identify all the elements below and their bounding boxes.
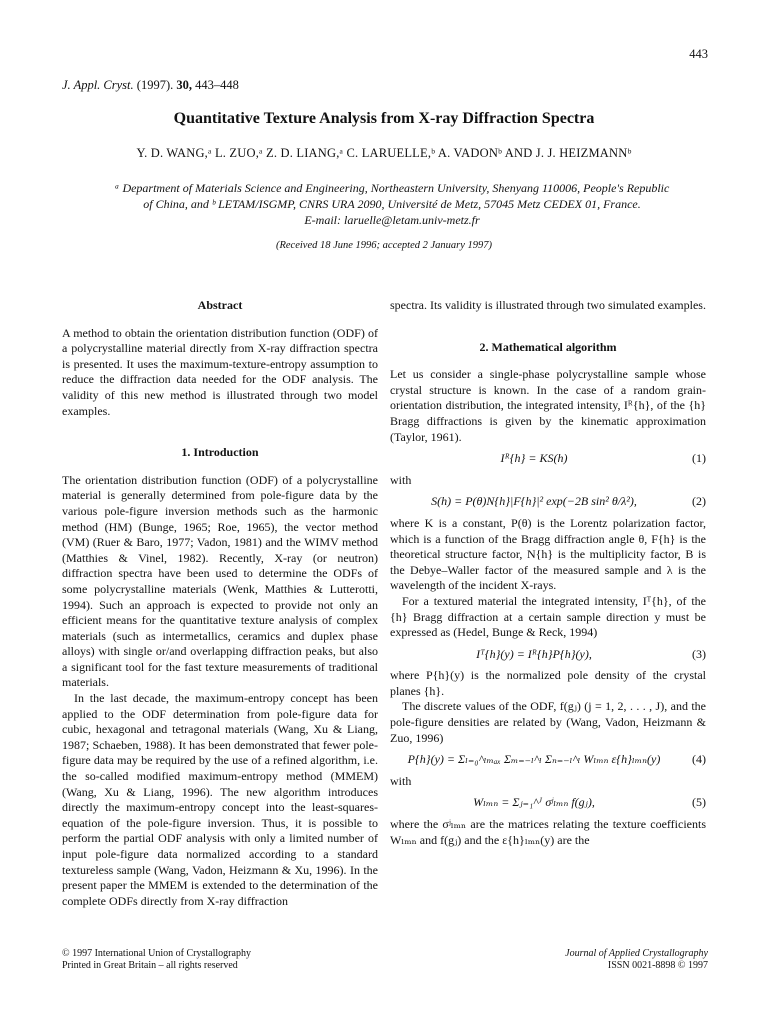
equation-body: P{h}(y) = Σₗ₌₀^ₗₘₐₓ Σₘ₌₋ₗ^ₗ Σₙ₌₋ₗ^ₗ Wₗₘₙ ε{h}ₗₘₙ(y) bbox=[407, 752, 661, 767]
journal-pages: 443–448 bbox=[195, 78, 239, 92]
body-paragraph: Let us consider a single-phase polycrystalline sample whose crystal structure is known. In the case of a random grain-orientation distribution, the integrated intensity, Iᴿ{h}, of the {h} Bragg diffractions is given by the kinematic approximation (Taylor, 1961). bbox=[390, 367, 706, 444]
received-dates: (Received 18 June 1996; accepted 2 January 1997) bbox=[275, 240, 493, 251]
equation-number: (3) bbox=[692, 646, 706, 661]
equation-4 bbox=[390, 752, 706, 768]
equation-body: S(h) = P(θ)N{h}|F{h}|² exp(−2B sin² θ/λ²), bbox=[431, 494, 637, 509]
equation-1 bbox=[390, 451, 706, 467]
abstract-continuation: spectra. Its validity is illustrated through two simulated examples. bbox=[390, 298, 706, 312]
footer-journal bbox=[450, 948, 708, 972]
body-paragraph: where the σʲₗₘₙ are the matrices relating the texture coefficients Wₗₘₙ and f(gⱼ) and the ε{h}ₗₘₙ(y) are the bbox=[390, 817, 706, 847]
equation-5 bbox=[390, 795, 706, 811]
body-paragraph: For a textured material the integrated intensity, Iᵀ{h}, of the {h} Bragg diffraction at a certain sample direction y must be expressed as (Hedel, Bunge & Reck, 1994) bbox=[390, 593, 706, 640]
left-column bbox=[62, 298, 378, 909]
body-paragraph: where K is a constant, P(θ) is the Lorentz polarization factor, which is a function of the Bragg diffraction angle θ, F{h} is the theoretical structure factor, N{h} is the multiplicity factor, B is the Debye–Waller factor of the measured sample and λ is the wavelength of the incident X-rays. bbox=[390, 515, 706, 593]
copyright-line: © 1997 International Union of Crystallography bbox=[62, 948, 251, 959]
affiliation-block bbox=[72, 180, 712, 228]
abstract-heading: Abstract bbox=[197, 298, 243, 312]
equation-2 bbox=[390, 494, 706, 510]
affiliation-line: ᵃ Department of Materials Science and Engineering, Northeastern University, Shenyang 110006, People's Republic bbox=[114, 181, 670, 195]
affiliation-line: of China, and ᵇ LETAM/ISGMP, CNRS URA 2090, Université de Metz, 57045 Metz CEDEX 01, France. bbox=[143, 197, 641, 211]
body-paragraph: where P{h}(y) is the normalized pole density of the crystal planes {h}. bbox=[390, 668, 706, 698]
author-list: Y. D. WANG,ᵃ L. ZUO,ᵃ Z. D. LIANG,ᵃ C. LARUELLE,ᵇ A. VADONᵇ AND J. J. HEIZMANNᵇ bbox=[136, 146, 632, 160]
body-paragraph: The discrete values of the ODF, f(gⱼ) (j = 1, 2, . . . , J), and the pole-figure densities are related by (Wang, Vadon, Heizmann & Zuo, 1996) bbox=[390, 699, 706, 745]
equation-number: (4) bbox=[692, 752, 706, 767]
printed-line: Printed in Great Britain – all rights reserved bbox=[62, 960, 238, 971]
equation-body: Iᵀ{h}(y) = Iᴿ{h}P{h}(y), bbox=[476, 646, 592, 661]
equation-number: (5) bbox=[692, 795, 706, 810]
equation-body: Iᴿ{h} = KS(h) bbox=[500, 451, 568, 466]
footer-copyright bbox=[62, 948, 251, 972]
footer-journal-name: Journal of Applied Crystallography bbox=[565, 948, 708, 959]
journal-year: (1997). bbox=[136, 78, 174, 92]
with-text: with bbox=[390, 773, 412, 788]
introduction-paragraph: The orientation distribution function (ODF) of a polycrystalline material is generally determined from pole-figure data by the various pole-figure inversion methods such as the harmonic method (HM) (Bunge, 1965; Roe, 1965), the vector method (VM) (Ruer & Baro, 1977; Vadon, 1981) and the WIMV method (Matthies & Vinel, 1982). Recently, X-ray (or neutron) diffraction spectra have been used to determine the ODFs of some polycrystalline materials (Wenk, Matthies & Lutterotti, 1994). Such an approach is expected to provide not only an efficient means for the quantitative texture analysis of complex materials (such as intermetallics, ceramics and duplex phase alloys) with single or/and overlapping diffraction peaks, but also a significant tool for the fast texture measurements of traditional materials. bbox=[62, 472, 378, 690]
journal-name: J. Appl. Cryst. bbox=[62, 78, 134, 92]
introduction-heading: 1. Introduction bbox=[181, 445, 259, 460]
equation-number: (2) bbox=[692, 494, 706, 509]
page-number: 443 bbox=[689, 47, 708, 61]
equation-body: Wₗₘₙ = Σⱼ₌₁^ᴶ σʲₗₘₙ f(gⱼ), bbox=[473, 795, 595, 810]
affiliation-email: E-mail: laruelle@letam.univ-metz.fr bbox=[304, 213, 480, 227]
journal-volume: 30, bbox=[176, 78, 192, 92]
footer-issn: ISSN 0021-8898 © 1997 bbox=[607, 960, 708, 971]
introduction-paragraph: In the last decade, the maximum-entropy concept has been applied to the ODF determination from pole-figure data for cubic, hexagonal and tetragonal materials (Wang, Xu & Liang, 1987; Schaeben, 1988). It has been demonstrated that fewer pole-figure data may be required by the use of a refined algorithm, i.e. the so-called modified maximum-entropy method (MMEM) (Wang, Xu & Liang, 1996). The new algorithm introduces directly the maximum-entropy concept into the least-squares-equation of the pole-figure inversion. Thus, it is possible to perform the partial ODF analysis with only a limited number of input pole-figure data normalized according to a standard textureless sample (Wang, Vadon, Heizmann & Xu, 1996). In the present paper the MMEM is extended to the determination of the complete ODFs directly from X-ray diffraction bbox=[62, 691, 378, 908]
equation-number: (1) bbox=[692, 451, 706, 466]
with-text: with bbox=[390, 472, 412, 487]
section-2-heading: 2. Mathematical algorithm bbox=[479, 339, 617, 354]
paper-title: Quantitative Texture Analysis from X-ray Diffraction Spectra bbox=[173, 110, 595, 127]
right-column bbox=[390, 298, 706, 848]
abstract-text: A method to obtain the orientation distribution function (ODF) of a polycrystalline material directly from X-ray diffraction spectra is presented. It uses the maximum-texture-entropy assumption to reduce the diffraction data needed for the ODF analysis. The validity of this new method is illustrated through two model examples. bbox=[62, 325, 378, 418]
equation-3 bbox=[390, 647, 706, 663]
journal-reference bbox=[62, 78, 239, 93]
